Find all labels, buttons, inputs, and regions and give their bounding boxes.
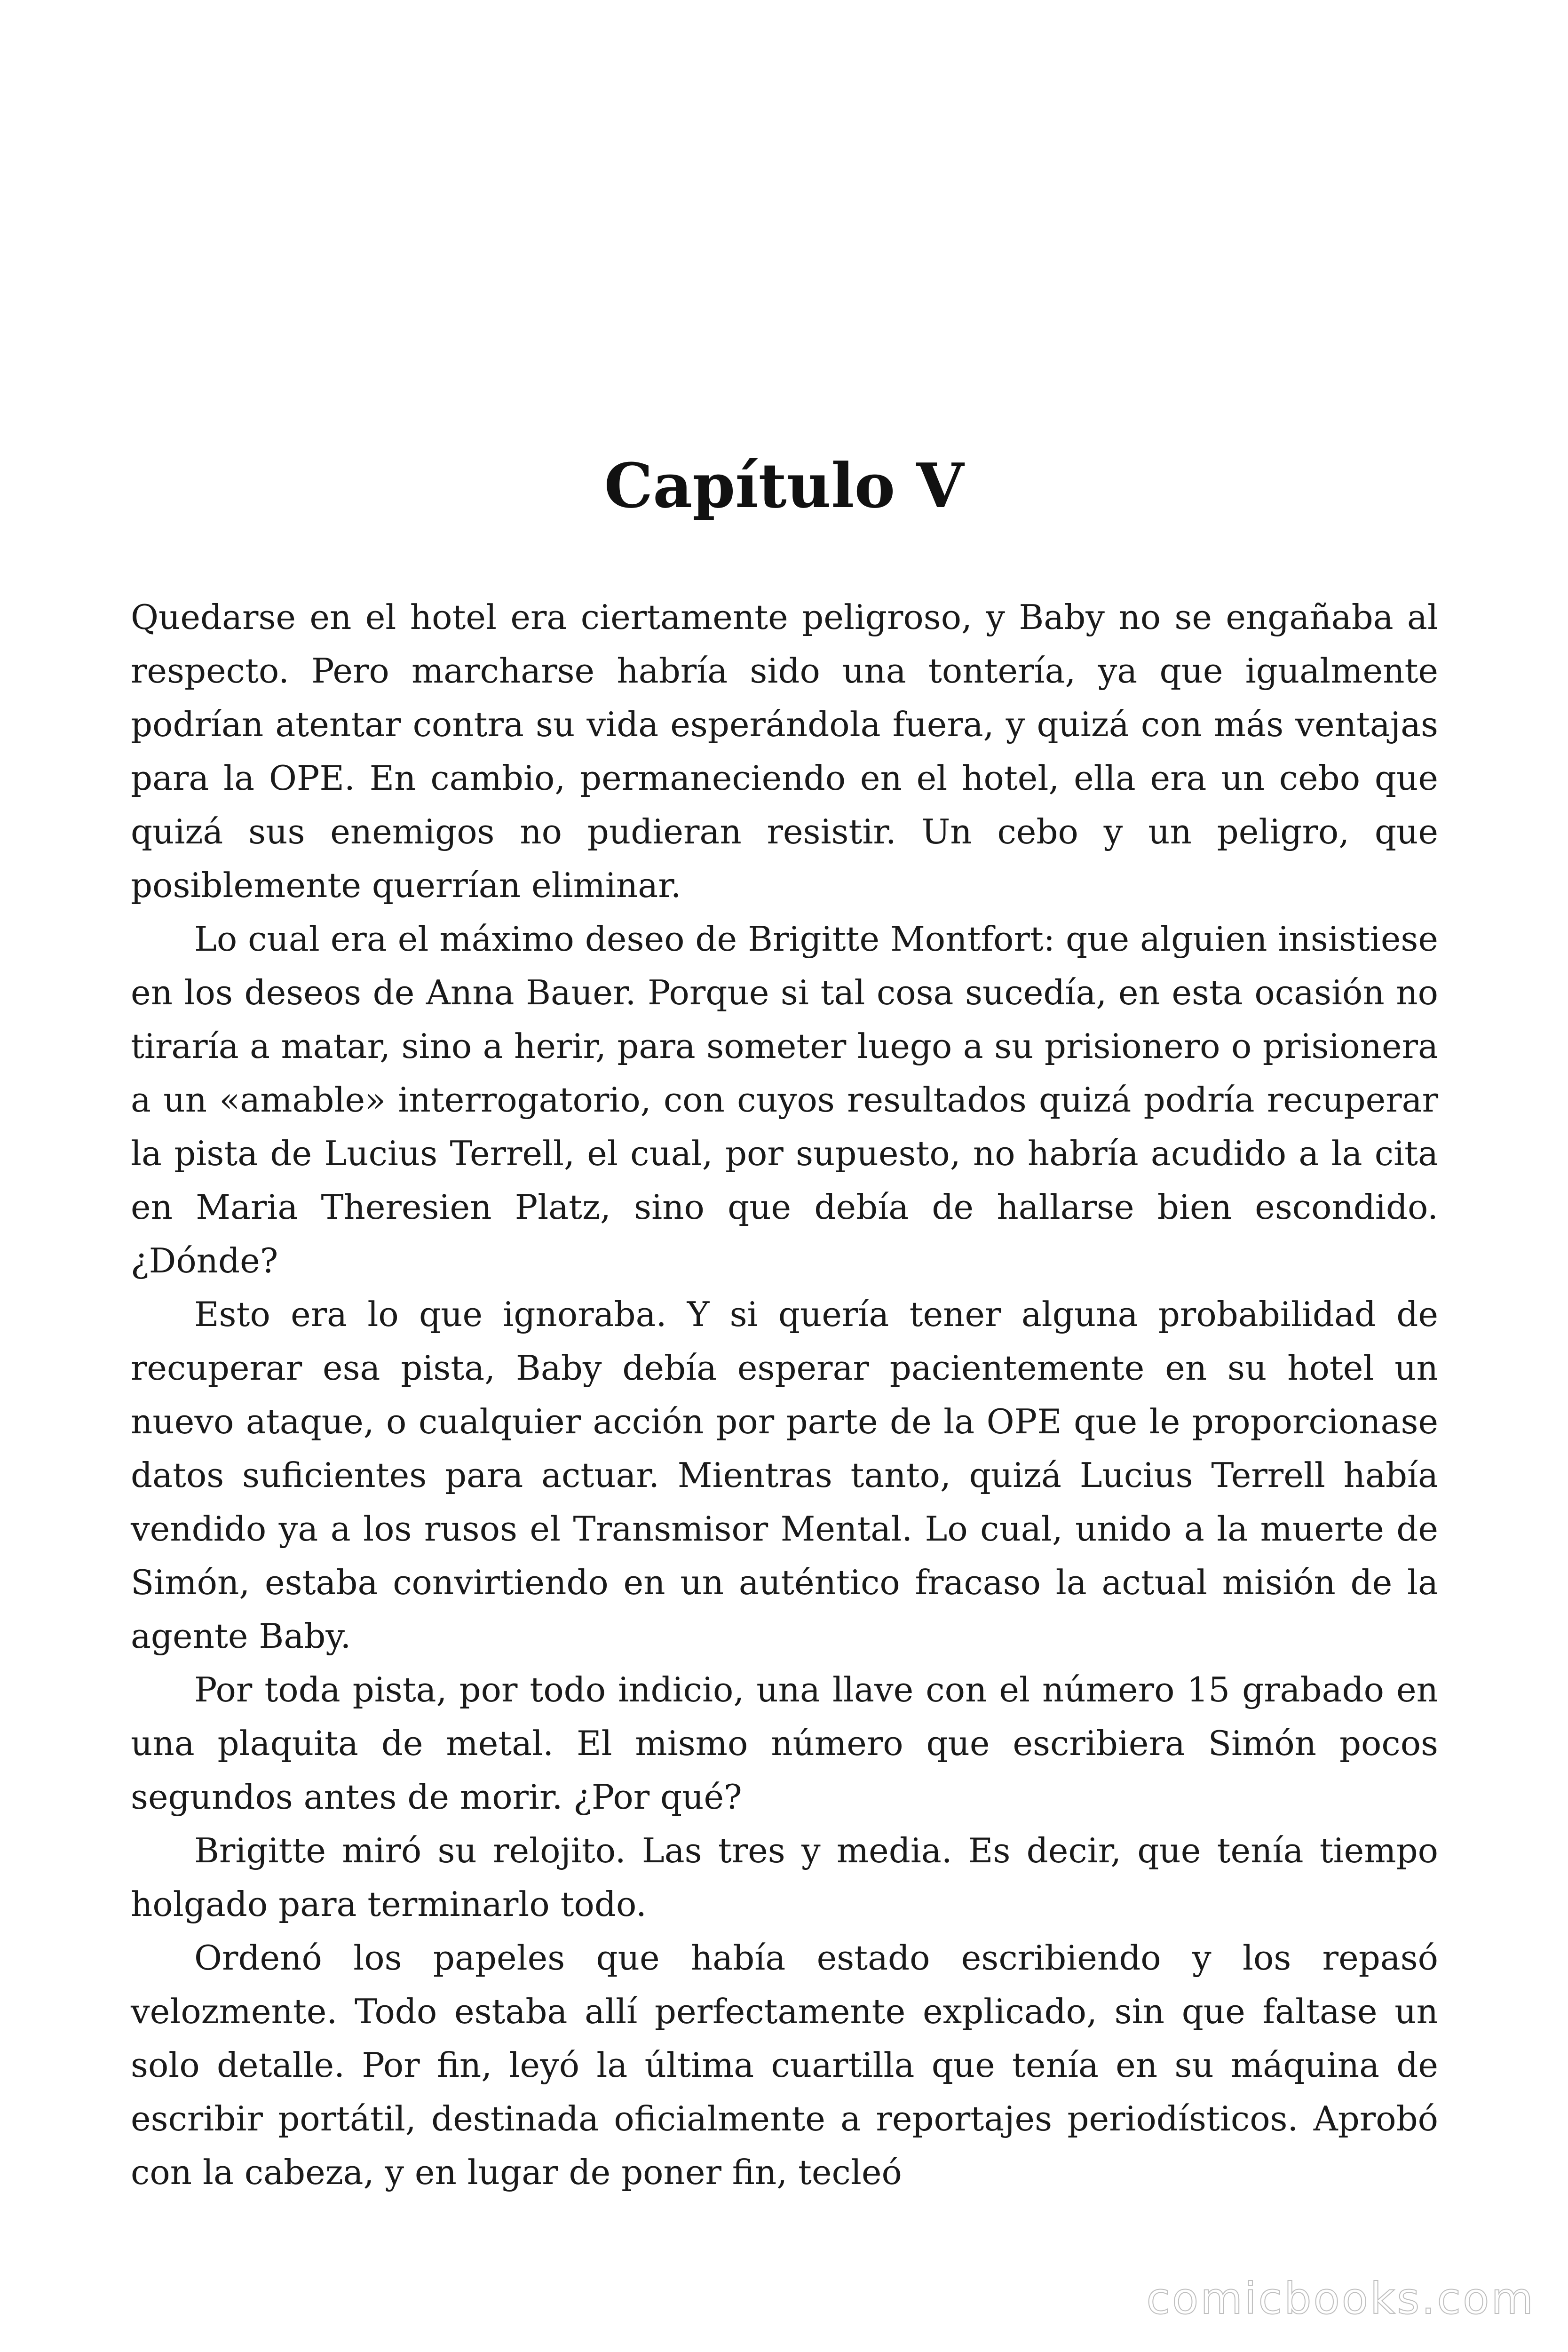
paragraph-6: Ordenó los papeles que había estado escribiendo y los repasó velozmente. Todo estaba allí perfectamente explicado, sin que faltase un solo detalle. Por fin, leyó la última cuartilla que tenía en su máquina de escribir portátil, destinada oficialmente a reportajes periodísticos. Aprobó con la cabeza, y en lugar de poner fin, tecleó [131,1938,1438,2192]
chapter-body [131,590,1438,2199]
chapter-title: Capítulo V [604,450,964,522]
paragraph-2: Lo cual era el máximo deseo de Brigitte Montfort: que alguien insistiese en los deseos de Anna Bauer. Porque si tal cosa sucedía, en esta ocasión no tiraría a matar, sino a herir, para someter luego a su prisionero o prisionera a un «amable» interrogatorio, con cuyos resultados quizá podría recuperar la pista de Lucius Terrell, el cual, por supuesto, no habría acudido a la cita en Maria Theresien Platz, sino que debía de hallarse bien escondido. ¿Dónde? [131,919,1438,1280]
watermark: comicbooks.com [1146,2273,1535,2324]
paragraph-3: Esto era lo que ignoraba. Y si quería tener alguna probabilidad de recuperar esa pista, Baby debía esperar pacientemente en su hotel un nuevo ataque, o cualquier acción por parte de la OPE que le proporcionase datos suficientes para actuar. Mientras tanto, quizá Lucius Terrell había vendido ya a los rusos el Transmisor Mental. Lo cual, unido a la muerte de Simón, estaba convirtiendo en un auténtico fracaso la actual misión de la agente Baby. [131,1295,1438,1656]
paragraph-1: Quedarse en el hotel era ciertamente peligroso, y Baby no se engañaba al respecto. Pero marcharse habría sido una tontería, ya que igualmente podrían atentar contra su vida esperándola fuera, y quizá con más ventajas para la OPE. En cambio, permaneciendo en el hotel, ella era un cebo que quizá sus enemigos no pudieran resistir. Un cebo y un peligro, que posiblemente querrían eliminar. [131,597,1438,905]
paragraph-4: Por toda pista, por todo indicio, una llave con el número 15 grabado en una plaquita de metal. El mismo número que escribiera Simón pocos segundos antes de morir. ¿Por qué? [131,1670,1438,1817]
paragraph-5: Brigitte miró su relojito. Las tres y media. Es decir, que tenía tiempo holgado para terminarlo todo. [131,1831,1438,1924]
